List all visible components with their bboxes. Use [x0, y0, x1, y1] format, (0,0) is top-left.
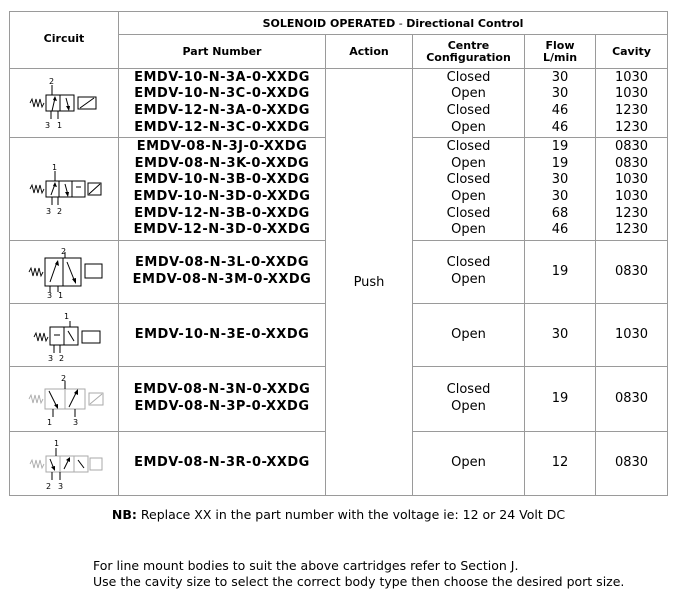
note-line-1: For line mount bodies to suit the above cartridges refer to Section J. — [93, 558, 519, 573]
svg-text:3: 3 — [47, 291, 53, 300]
svg-text:2: 2 — [49, 77, 55, 86]
svg-text:2: 2 — [61, 374, 67, 383]
centre-cell: Closed Open — [413, 367, 525, 432]
valve-symbol-icon — [24, 436, 104, 492]
cavity-cell: 0830 0830 1030 1030 1230 1230 — [596, 138, 668, 241]
centre-configuration-header: Centre Configuration — [413, 35, 525, 69]
specification-table — [9, 11, 668, 496]
part-numbers-cell: EMDV-08-N-3L-0-XXDG EMDV-08-N-3M-0-XXDG — [119, 241, 326, 304]
centre-cell: Open — [413, 304, 525, 367]
centre-cell: Open — [413, 432, 525, 496]
svg-text:1: 1 — [52, 163, 58, 172]
svg-text:1: 1 — [64, 312, 70, 321]
valve-symbol-icon — [24, 161, 104, 217]
part-numbers-cell: EMDV-10-N-3E-0-XXDG — [119, 304, 326, 367]
circuit-cell — [10, 241, 119, 304]
svg-text:3: 3 — [58, 481, 64, 491]
table-row — [10, 69, 668, 138]
svg-text:2: 2 — [46, 481, 52, 491]
svg-text:1: 1 — [58, 291, 64, 300]
cavity-cell: 0830 — [596, 432, 668, 496]
part-numbers-cell: EMDV-10-N-3A-0-XXDG EMDV-10-N-3C-0-XXDG EMDV-12-N-3A-0-XXDG EMDV-12-N-3C-0-XXDG — [119, 69, 326, 138]
circuit-cell — [10, 304, 119, 367]
circuit-cell — [10, 69, 119, 138]
cavity-cell: 1030 1030 1230 1230 — [596, 69, 668, 138]
flow-cell: 30 30 46 46 — [525, 69, 596, 138]
part-numbers-cell: EMDV-08-N-3J-0-XXDG EMDV-08-N-3K-0-XXDG EMDV-10-N-3B-0-XXDG EMDV-10-N-3D-0-XXDG EMDV-12-N-3B-0-XXDG EMDV-12-N-3D-0-XXDG — [119, 138, 326, 241]
part-number-header: Part Number — [119, 35, 326, 69]
svg-text:3: 3 — [48, 354, 54, 363]
flow-header: Flow L/min — [525, 35, 596, 69]
note-line-2: Use the cavity size to select the correct body type then choose the desired port size. — [93, 574, 625, 589]
circuit-cell — [10, 432, 119, 496]
cavity-header: Cavity — [596, 35, 668, 69]
part-numbers-cell: EMDV-08-N-3N-0-XXDG EMDV-08-N-3P-0-XXDG — [119, 367, 326, 432]
svg-text:1: 1 — [57, 121, 63, 130]
table-title: SOLENOID OPERATED - Directional Control — [119, 12, 668, 35]
flow-cell: 19 19 30 30 68 46 — [525, 138, 596, 241]
flow-cell: 19 — [525, 241, 596, 304]
svg-text:1: 1 — [47, 418, 53, 427]
svg-text:2: 2 — [57, 207, 63, 216]
flow-cell: 19 — [525, 367, 596, 432]
nb-note: NB: Replace XX in the part number with the voltage ie: 12 or 24 Volt DC — [111, 507, 566, 522]
svg-text:3: 3 — [46, 207, 52, 216]
cavity-cell: 0830 — [596, 367, 668, 432]
valve-symbol-icon — [23, 244, 105, 300]
centre-cell: Closed Open Closed Open Closed Open — [413, 138, 525, 241]
svg-text:2: 2 — [59, 354, 65, 363]
action-cell: Push — [326, 69, 413, 496]
action-header: Action — [326, 35, 413, 69]
centre-cell: Closed Open — [413, 241, 525, 304]
circuit-cell — [10, 138, 119, 241]
valve-symbol-icon — [23, 371, 105, 427]
cavity-cell: 1030 — [596, 304, 668, 367]
valve-symbol-icon — [24, 75, 104, 131]
svg-text:3: 3 — [73, 418, 79, 427]
svg-text:1: 1 — [54, 438, 60, 448]
svg-text:2: 2 — [61, 247, 67, 256]
flow-cell: 30 — [525, 304, 596, 367]
valve-symbol-icon — [24, 307, 104, 363]
circuit-cell — [10, 367, 119, 432]
flow-cell: 12 — [525, 432, 596, 496]
cavity-cell: 0830 — [596, 241, 668, 304]
part-numbers-cell: EMDV-08-N-3R-0-XXDG — [119, 432, 326, 496]
circuit-header: Circuit — [10, 12, 119, 69]
svg-text:3: 3 — [45, 121, 51, 130]
centre-cell: Closed Open Closed Open — [413, 69, 525, 138]
